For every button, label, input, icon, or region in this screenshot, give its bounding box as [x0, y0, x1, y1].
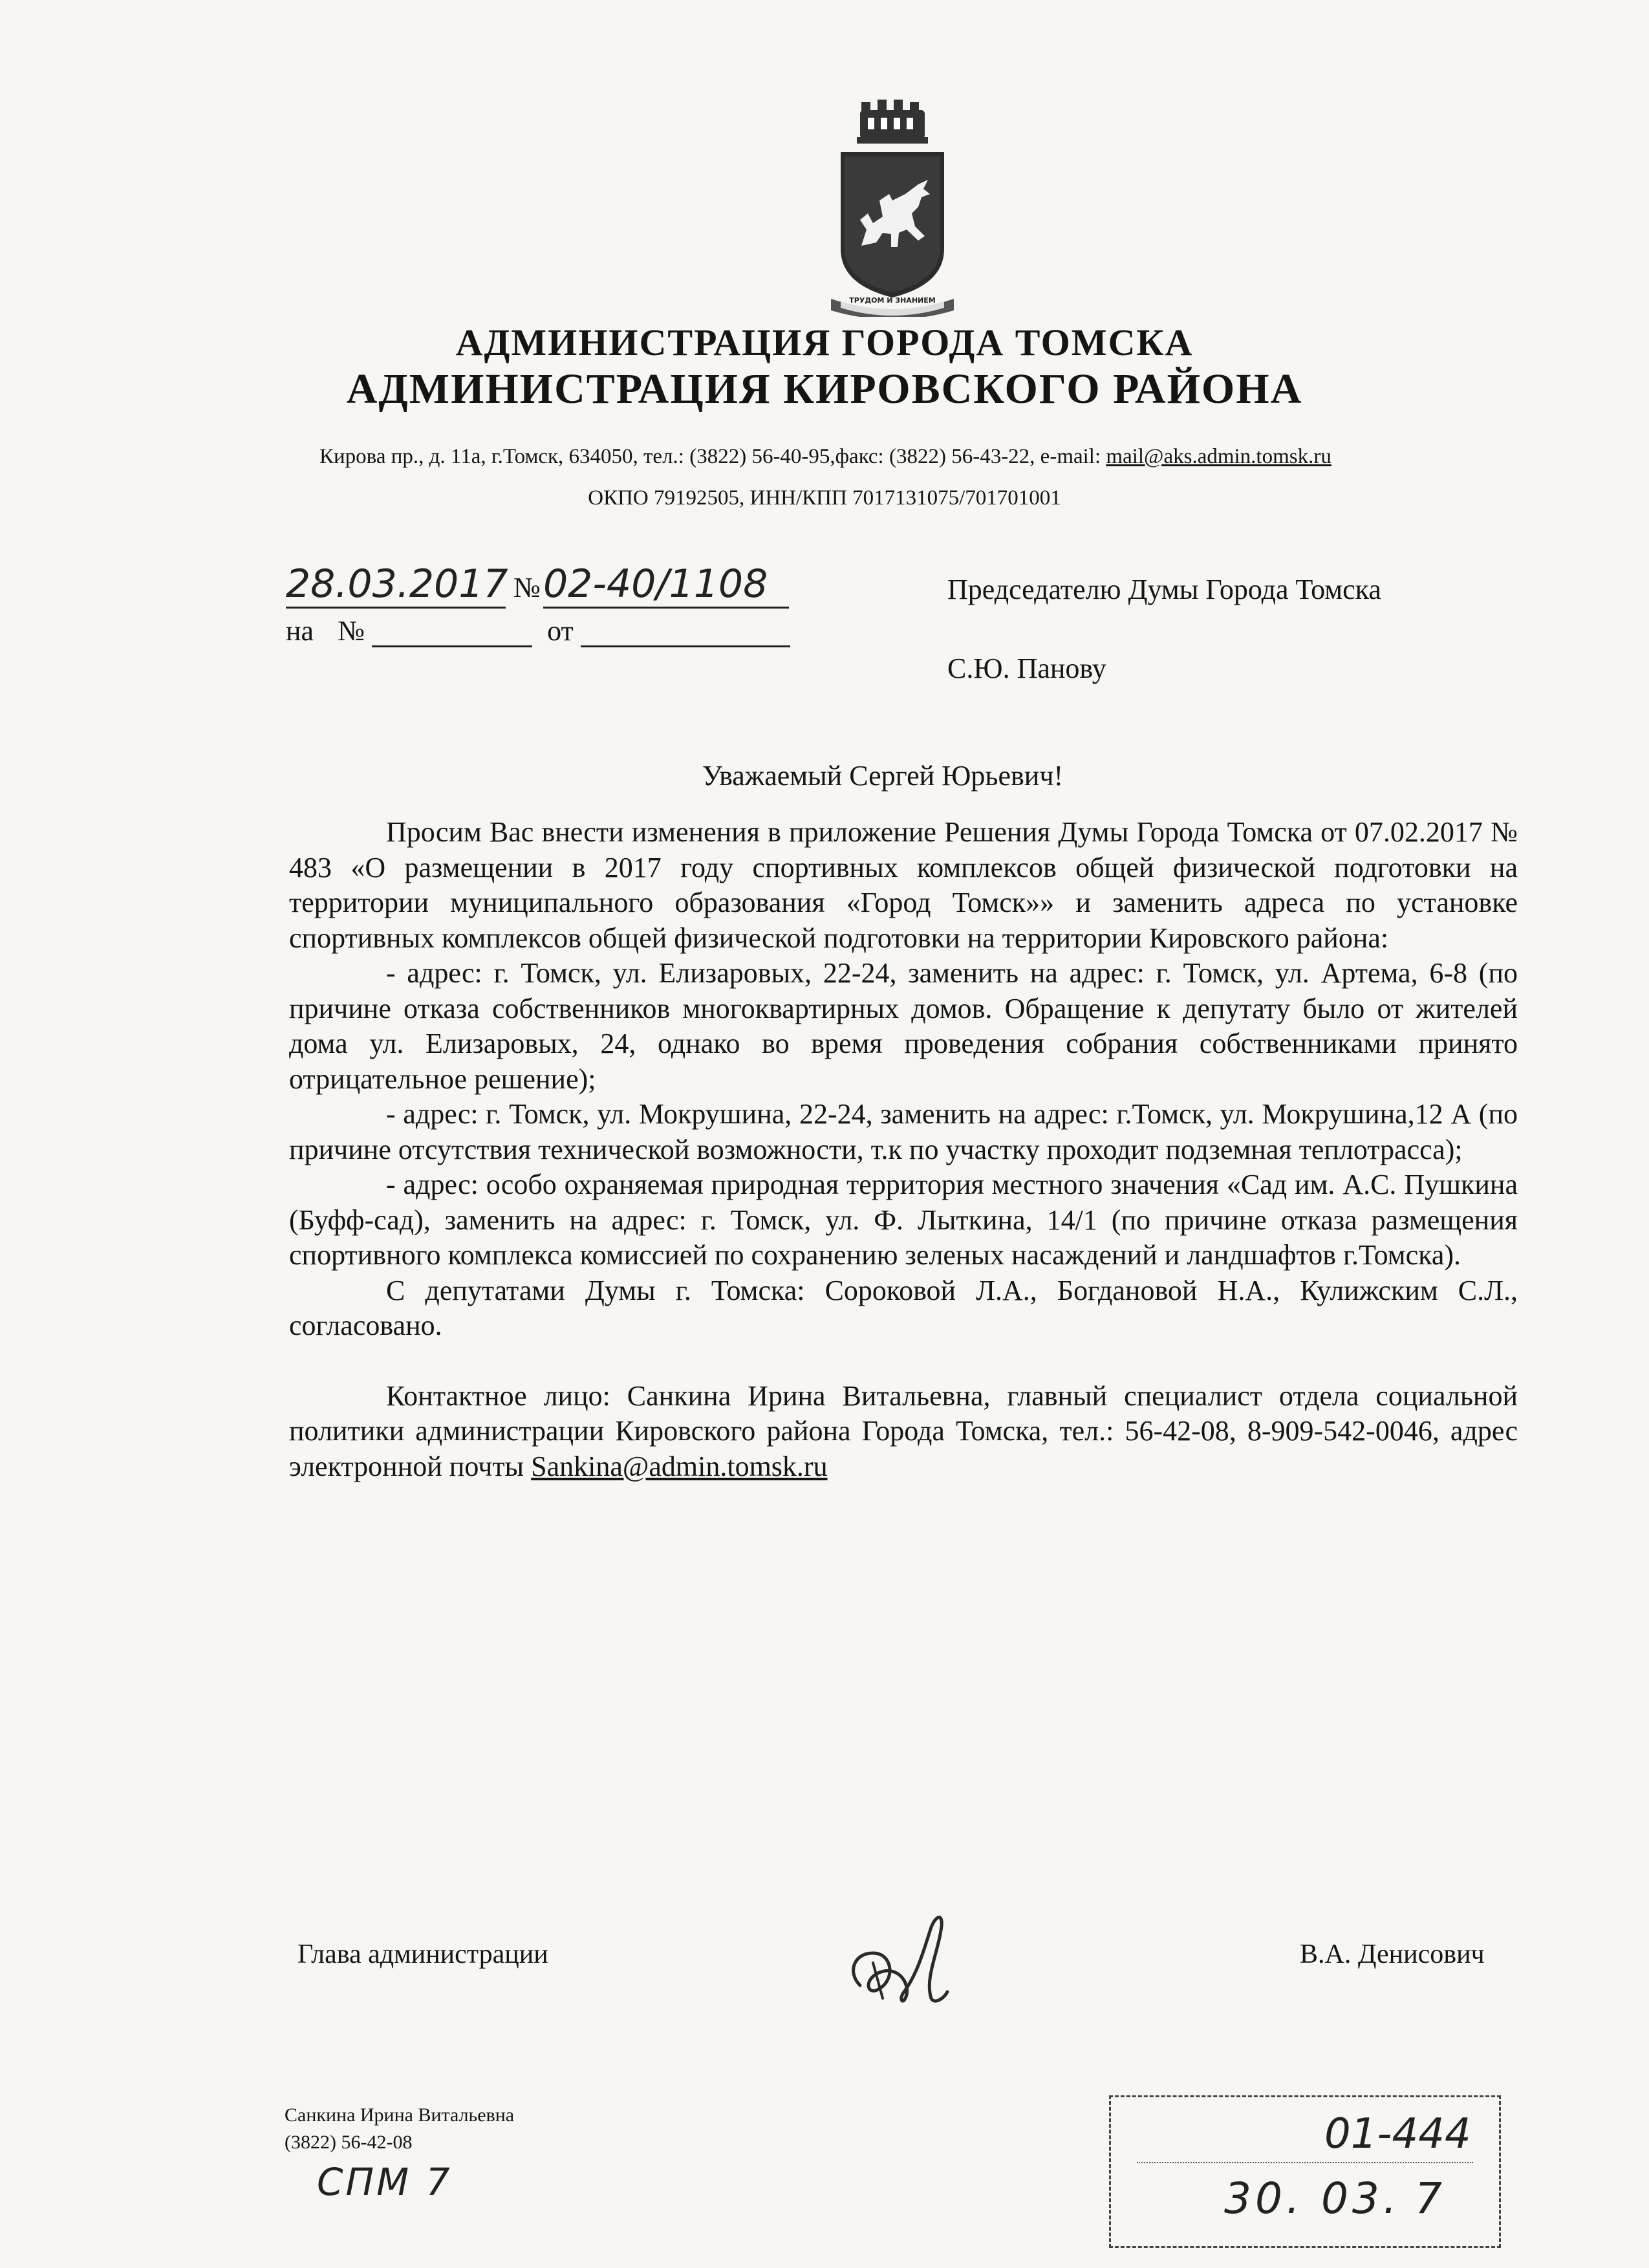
reference-line: [286, 614, 790, 647]
body-paragraph: С депутатами Думы г. Томска: Сороковой Л.А., Богдановой Н.А., Кулижским С.Л., согласовано.: [289, 1274, 1518, 1341]
greeting: Уважаемый Сергей Юрьевич!: [702, 760, 1064, 792]
org-email-link[interactable]: mail@aks.admin.tomsk.ru: [1106, 445, 1331, 468]
addressee-title: Председателю Думы Города Томска: [947, 574, 1381, 605]
ref-number-blank: [372, 622, 532, 647]
executor-name: Санкина Ирина Витальевна: [285, 2104, 515, 2126]
ref-number-sign: №: [338, 615, 365, 647]
coat-of-arms-icon: [821, 97, 964, 317]
signature-icon: [834, 1901, 983, 2018]
signatory-name: В.А. Денисович: [1300, 1939, 1485, 1969]
incoming-stamp: [1109, 2095, 1501, 2248]
contact-paragraph: [289, 1379, 1518, 1485]
letter-body: [289, 815, 1518, 1484]
addressee-name: С.Ю. Панову: [947, 653, 1106, 684]
incoming-date: 30. 03.: [1224, 2174, 1401, 2223]
contact-text: Контактное лицо: Санкина Ирина Витальевна, главный специалист отдела социальной политики администрации Кировского района Города Томска, тел.: 56-42-08, 8-909-542-0046, адрес электронной почты: [289, 1379, 1518, 1482]
stamp-divider: [1137, 2162, 1473, 2163]
executor-handwritten-note: СПМ 7: [317, 2160, 453, 2204]
reg-number-sign: №: [513, 572, 541, 603]
ref-prefix: на: [286, 615, 314, 647]
signatory-position: Глава администрации: [297, 1939, 548, 1969]
reg-number: 02-40/1108: [543, 561, 789, 609]
body-paragraph: Просим Вас внести изменения в приложение Решения Думы Города Томска от 07.02.2017 № 483 «О размещении в 2017 году спортивных комплексов общей физической подготовки на территории муниципального образования «Город Томск»» и заменить адреса по установке спортивных комплексов общей физической подготовки на территории Кировского района:: [289, 816, 1518, 954]
reg-date: 28.03.2017: [286, 561, 506, 609]
emblem-motto: ТРУДОМ И ЗНАНИЕМ: [849, 296, 936, 305]
ref-from-word: от: [547, 615, 574, 647]
contact-email-link[interactable]: Sankina@admin.tomsk.ru: [531, 1450, 828, 1482]
body-paragraph: - адрес: особо охраняемая природная территория местного значения «Сад им. А.С. Пушкина (Буфф-сад), заменить на адрес: г. Томск, ул. Ф. Лыткина, 14/1 (по причине отказа размещения спортивного комплекса комиссией по сохранению зеленых насаждений и ландшафтов г.Томска).: [289, 1169, 1518, 1271]
org-codes: ОКПО 79192505, ИНН/КПП 7017131075/701701001: [588, 486, 1061, 510]
org-address: [319, 445, 1483, 469]
incoming-number: 01-444: [1324, 2110, 1471, 2158]
incoming-date-suffix: 7: [1415, 2174, 1442, 2223]
org-name-city: АДМИНИСТРАЦИЯ ГОРОДА ТОМСКА: [455, 321, 1194, 363]
registration-line: [286, 561, 816, 609]
body-paragraph: - адрес: г. Томск, ул. Елизаровых, 22-24, заменить на адрес: г. Томск, ул. Артема, 6-8 (по причине отказа собственников многоквартирных домов. Обращение к депутату было от жителей дома ул. Елизаровых, 24, однако во время проведения собрания собственниками принято отрицательное решение);: [289, 957, 1518, 1095]
org-name-district: АДМИНИСТРАЦИЯ КИРОВСКОГО РАЙОНА: [346, 365, 1303, 413]
org-address-text: Кирова пр., д. 11а, г.Томск, 634050, тел.: (3822) 56-40-95,факс: (3822) 56-43-22, e-mail:: [319, 445, 1106, 468]
executor-phone: (3822) 56-42-08: [285, 2132, 413, 2153]
ref-date-blank: [581, 622, 790, 647]
body-paragraph: - адрес: г. Томск, ул. Мокрушина, 22-24, заменить на адрес: г.Томск, ул. Мокрушина,12 А (по причине отсутствия технической возможности, т.к по участку проходит подземная теплотрасса);: [289, 1098, 1518, 1165]
